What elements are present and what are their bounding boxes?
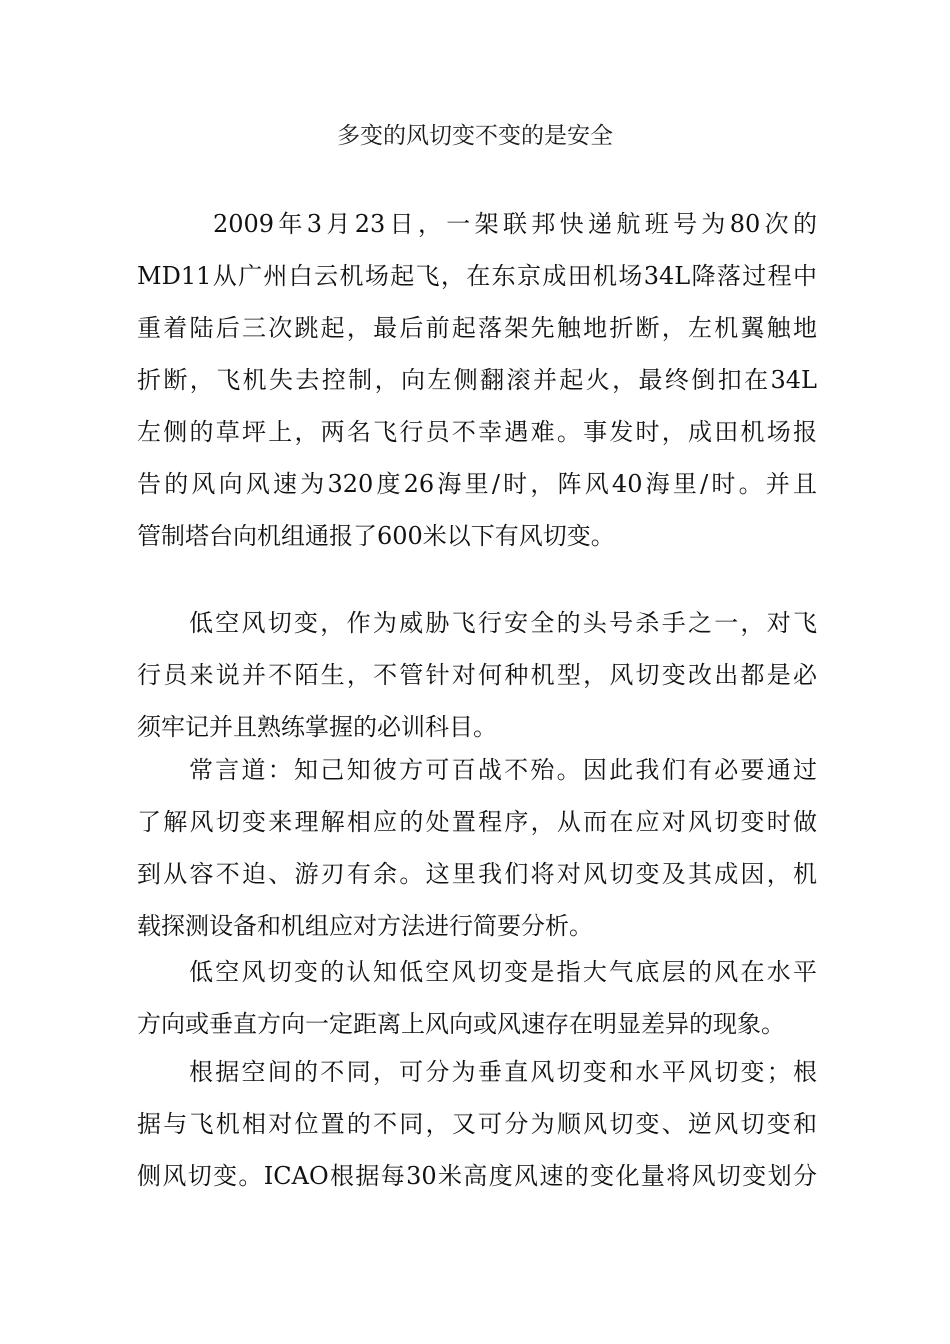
paragraph-line: 行员来说并不陌生，不管针对何种机型，风切变改出都是必 <box>137 661 817 689</box>
paragraph-line: 告的风向风速为320度26海里/时，阵风40海里/时。并且 <box>137 470 817 498</box>
paragraph-line: 左侧的草坪上，两名飞行员不幸遇难。事发时，成田机场报 <box>137 418 817 446</box>
paragraph-line: 载探测设备和机组应对方法进行简要分析。 <box>137 912 593 940</box>
paragraph-line: 根据空间的不同，可分为垂直风切变和水平风切变；根 <box>189 1058 817 1086</box>
document-title: 多变的风切变不变的是安全 <box>337 123 613 149</box>
paragraph-line: 2009年3月23日，一架联邦快递航班号为80次的 <box>213 210 817 238</box>
paragraph-proverb <box>137 744 817 952</box>
paragraph-accident <box>137 198 817 562</box>
paragraph-line: 重着陆后三次跳起，最后前起落架先触地折断，左机翼触地 <box>137 314 817 342</box>
paragraph-line: 侧风切变。ICAO根据每30米高度风速的变化量将风切变划分 <box>137 1162 817 1190</box>
paragraph-line: 折断，飞机失去控制，向左侧翻滚并起火，最终倒扣在34L <box>137 366 817 394</box>
paragraph-line: 了解风切变来理解相应的处置程序，从而在应对风切变时做 <box>137 808 817 836</box>
paragraph-line: 低空风切变，作为威胁飞行安全的头号杀手之一，对飞 <box>189 609 817 637</box>
paragraph-line: 管制塔台向机组通报了600米以下有风切变。 <box>137 522 615 550</box>
paragraph-classification <box>137 1046 817 1202</box>
paragraph-line: 据与飞机相对位置的不同，又可分为顺风切变、逆风切变和 <box>137 1110 817 1138</box>
paragraph-line: MD11从广州白云机场起飞，在东京成田机场34L降落过程中 <box>137 262 817 290</box>
paragraph-definition <box>137 946 817 1050</box>
paragraph-line: 常言道：知己知彼方可百战不殆。因此我们有必要通过 <box>189 756 817 784</box>
paragraph-wind-shear-intro <box>137 597 817 753</box>
paragraph-line: 低空风切变的认知低空风切变是指大气底层的风在水平 <box>189 958 817 986</box>
paragraph-line: 到从容不迫、游刃有余。这里我们将对风切变及其成因，机 <box>137 860 817 888</box>
paragraph-line: 方向或垂直方向一定距离上风向或风速存在明显差异的现象。 <box>137 1010 785 1038</box>
paragraph-line: 须牢记并且熟练掌握的必训科目。 <box>137 713 497 741</box>
